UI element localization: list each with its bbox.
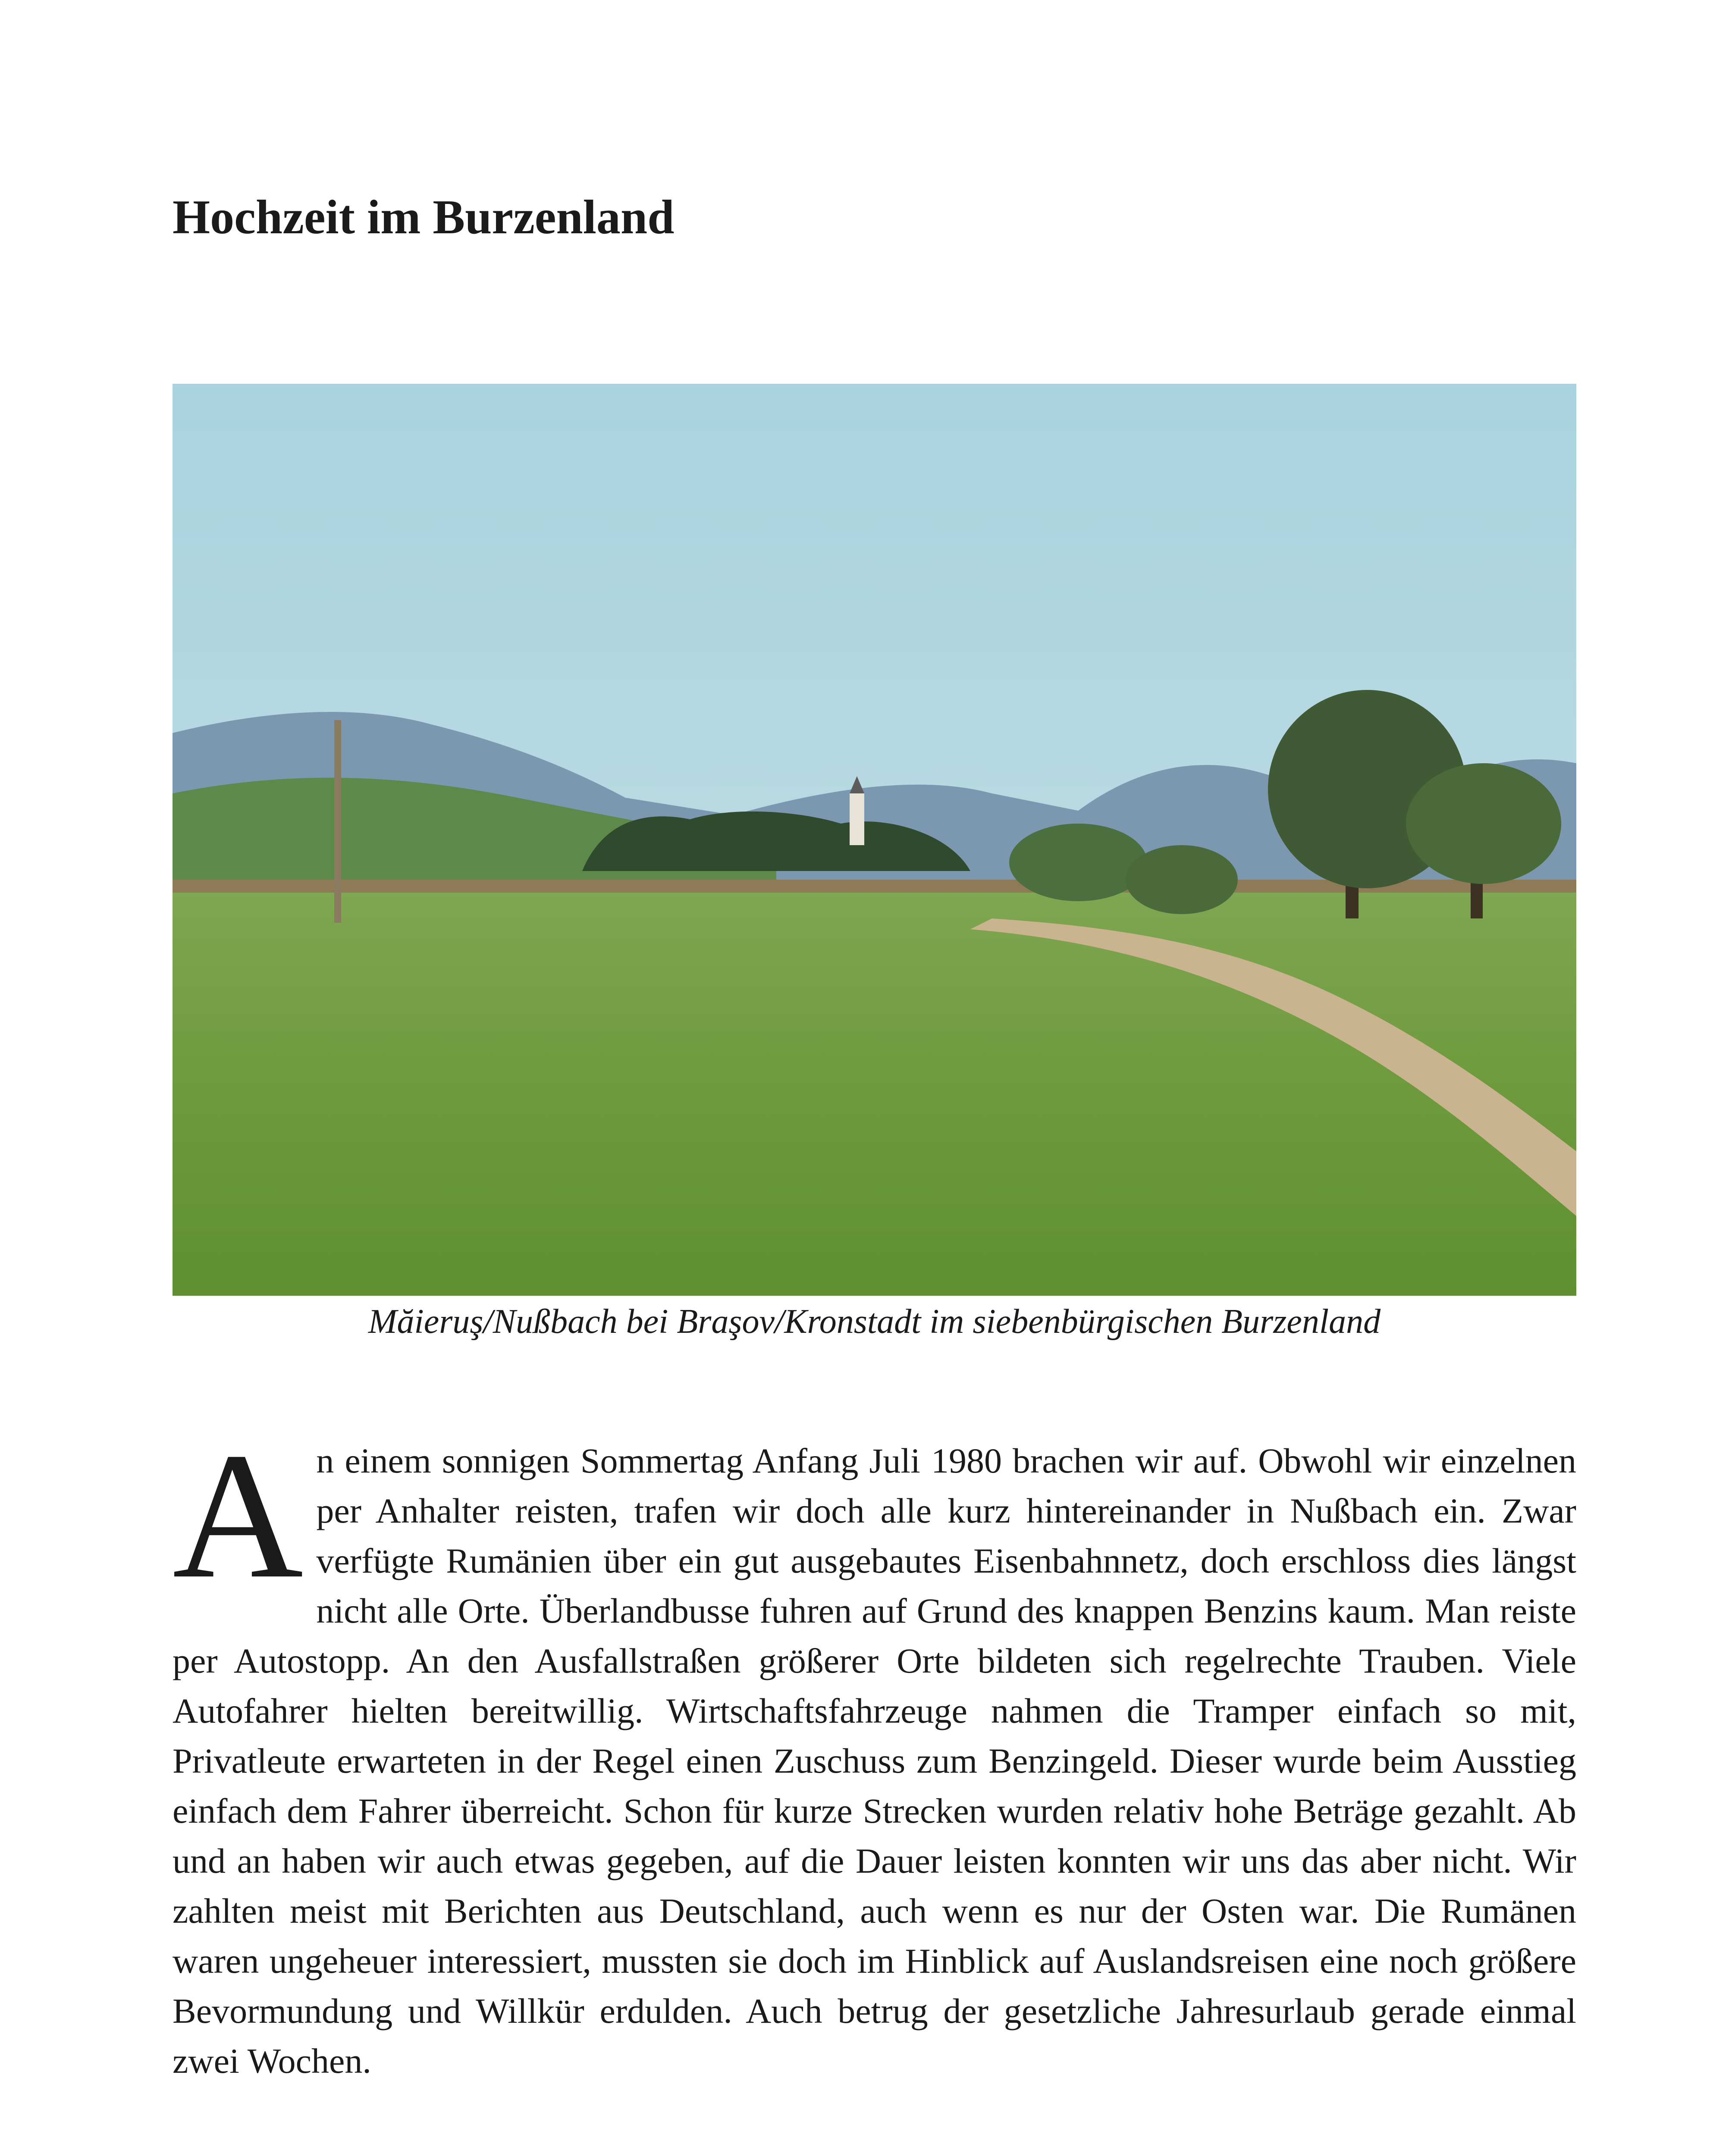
page-title: Hochzeit im Burzenland [173, 191, 675, 244]
photo-caption: Măieruş/Nußbach bei Braşov/Kronstadt im siebenbürgischen Burzenland [368, 1303, 1381, 1341]
body-paragraph [173, 1415, 1576, 2086]
landscape-photo [173, 384, 1576, 1296]
drop-cap: A [173, 1415, 304, 1616]
body-text: n einem sonnigen Sommertag Anfang Juli 1980 brachen wir auf. Obwohl wir einzelnen per Anhalter reisten, trafen wir doch alle kurz hintereinander in Nußbach ein. Zwar verfügte Rumänien über ein gut ausgebautes Eisenbahnnetz, doch erschloss dies längst nicht alle Orte. Überlandbusse fuhren auf Grund des knappen Benzins kaum. Man reiste per Autostopp. An den Ausfallstraßen größerer Orte bildeten sich regelrechte Trauben. Viele Autofahrer hielten bereitwillig. Wirtschaftsfahrzeuge nahmen die Tramper einfach so mit, Privatleute erwarteten in der Regel einen Zuschuss zum Benzingeld. Dieser wurde beim Ausstieg einfach dem Fahrer überreicht. Schon für kurze Strecken wurden relativ hohe Beträge gezahlt. Ab und an haben wir auch etwas gegeben, auf die Dauer leisten konnten wir uns das aber nicht. Wir zahlten meist mit Berichten aus Deutschland, auch wenn es nur der Osten war. Die Rumänen waren ungeheuer interessiert, mussten sie doch im Hinblick auf Auslandsreisen eine noch größere Bevormundung und Willkür erdulden. Auch betrug der gesetzliche Jahresurlaub gerade einmal zwei Wochen. [173, 1441, 1576, 2081]
